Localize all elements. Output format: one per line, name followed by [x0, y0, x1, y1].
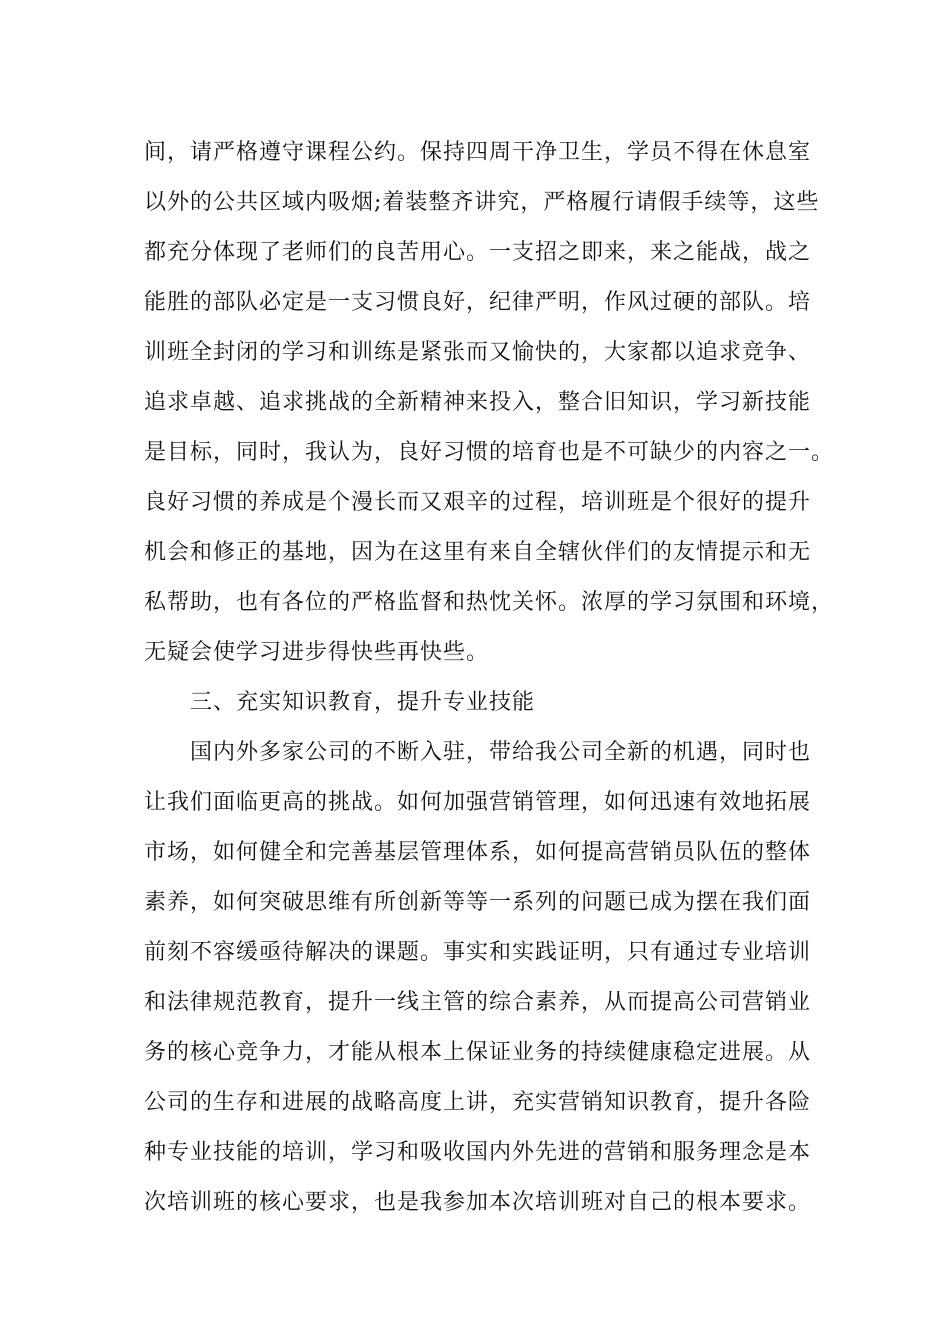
text-line: 次培训班的核心要求，也是我参加本次培训班对自己的根本要求。: [144, 1190, 812, 1215]
text-line: 训班全封闭的学习和训练是紧张而又愉快的，大家都以追求竞争、: [144, 340, 812, 365]
text-line: 私帮助，也有各位的严格监督和热忱关怀。浓厚的学习氛围和环境，: [144, 590, 835, 615]
text-line: 无疑会使学习进步得快些再快些。: [144, 640, 490, 665]
text-line: 是目标，同时，我认为，良好习惯的培育也是不可缺少的内容之一。: [144, 440, 835, 465]
text-line: 间，请严格遵守课程公约。保持四周干净卫生，学员不得在休息室: [144, 140, 812, 165]
text-line: 和法律规范教育，提升一线主管的综合素养，从而提高公司营销业: [144, 990, 812, 1015]
paragraph-start-line: 国内外多家公司的不断入驻，带给我公司全新的机遇，同时也: [190, 740, 812, 765]
text-line: 都充分体现了老师们的良苦用心。一支招之即来，来之能战，战之: [144, 240, 812, 265]
text-line: 务的核心竞争力，才能从根本上保证业务的持续健康稳定进展。从: [144, 1040, 812, 1065]
text-line: 以外的公共区域内吸烟;着装整齐讲究，严格履行请假手续等，这些: [144, 190, 820, 215]
text-line: 公司的生存和进展的战略高度上讲，充实营销知识教育，提升各险: [144, 1090, 812, 1115]
text-line: 机会和修正的基地，因为在这里有来自全辖伙伴们的友情提示和无: [144, 540, 812, 565]
text-line: 能胜的部队必定是一支习惯良好，纪律严明，作风过硬的部队。培: [144, 290, 812, 315]
text-line: 素养，如何突破思维有所创新等等一系列的问题已成为摆在我们面: [144, 890, 812, 915]
text-line: 良好习惯的养成是个漫长而又艰辛的过程，培训班是个很好的提升: [144, 490, 812, 515]
text-line: 市场，如何健全和完善基层管理体系，如何提高营销员队伍的整体: [144, 840, 812, 865]
text-line: 前刻不容缓亟待解决的课题。事实和实践证明，只有通过专业培训: [144, 940, 812, 965]
section-heading: 三、充实知识教育，提升专业技能: [190, 690, 536, 715]
text-line: 让我们面临更高的挑战。如何加强营销管理，如何迅速有效地拓展: [144, 790, 812, 815]
text-line: 种专业技能的培训，学习和吸收国内外先进的营销和服务理念是本: [144, 1140, 812, 1165]
text-line: 追求卓越、追求挑战的全新精神来投入，整合旧知识，学习新技能: [144, 390, 812, 415]
